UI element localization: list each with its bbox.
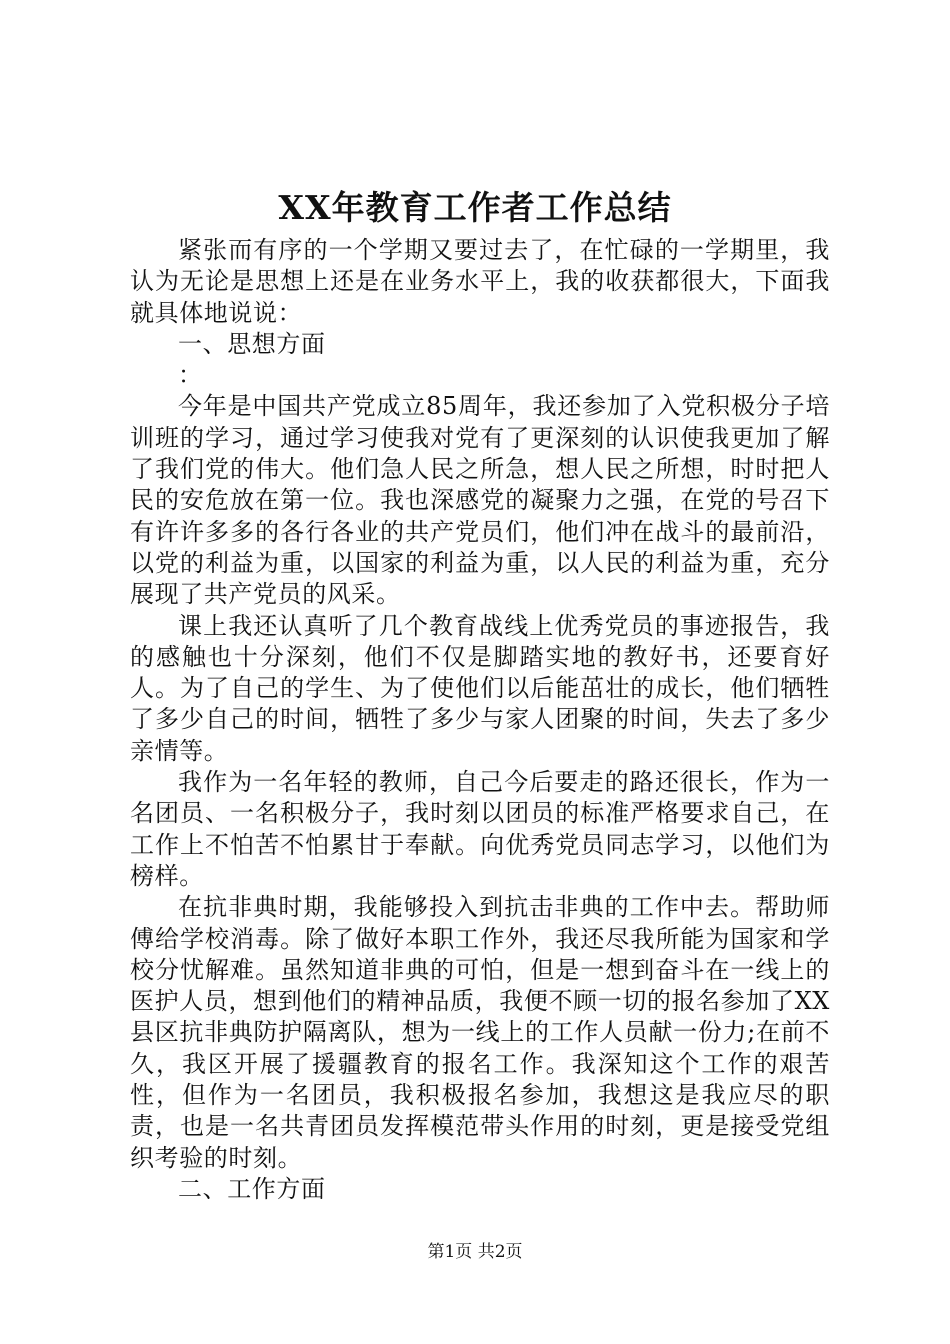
- paragraph-young-teacher: 我作为一名年轻的教师，自己今后要走的路还很长，作为一名团员、一名积极分子，我时刻以团员的标准严格要求自己，在工作上不怕苦不怕累甘于奉献。向优秀党员同志学习，以他们为榜样。: [130, 768, 830, 890]
- section-heading-thought: 一、思想方面: [178, 329, 326, 358]
- paragraph-colon: ：: [178, 361, 203, 390]
- page-footer: 第1页 共2页: [427, 1242, 523, 1262]
- document-title: XX年教育工作者工作总结: [278, 188, 672, 227]
- paragraph-report: 课上我还认真听了几个教育战线上优秀党员的事迹报告，我的感触也十分深刻，他们不仅是脚踏实地的教好书，还要育好人。为了自己的学生、为了使他们以后能茁壮的成长，他们牺牲了多少自己的时间，牺牲了多少与家人团聚的时间，失去了多少亲情等。: [130, 611, 830, 765]
- section-heading-work: 二、工作方面: [178, 1174, 326, 1203]
- paragraph-party-training: 今年是中国共产党成立85周年，我还参加了入党积极分子培训班的学习，通过学习使我对党有了更深刻的认识使我更加了解了我们党的伟大。他们急人民之所急，想人民之所想，时时把人民的安危放在第一位。我也深感党的凝聚力之强，在党的号召下有许许多多的各行各业的共产党员们，他们冲在战斗的最前沿，以党的利益为重，以国家的利益为重，以人民的利益为重，充分展现了共产党员的风采。: [130, 392, 830, 609]
- paragraph-intro: 紧张而有序的一个学期又要过去了，在忙碌的一学期里，我认为无论是思想上还是在业务水平上，我的收获都很大，下面我就具体地说说：: [130, 236, 830, 327]
- paragraph-sars: 在抗非典时期，我能够投入到抗击非典的工作中去。帮助师傅给学校消毒。除了做好本职工作外，我还尽我所能为国家和学校分忧解难。虽然知道非典的可怕，但是一想到奋斗在一线上的医护人员，想到他们的精神品质，我便不顾一切的报名参加了XX县区抗非典防护隔离队，想为一线上的工作人员献一份力;在前不久，我区开展了援疆教育的报名工作。我深知这个工作的艰苦性，但作为一名团员，我积极报名参加，我想这是我应尽的职责，也是一名共青团员发挥模范带头作用的时刻，更是接受党组织考验的时刻。: [130, 893, 830, 1172]
- document-body: [130, 235, 830, 1205]
